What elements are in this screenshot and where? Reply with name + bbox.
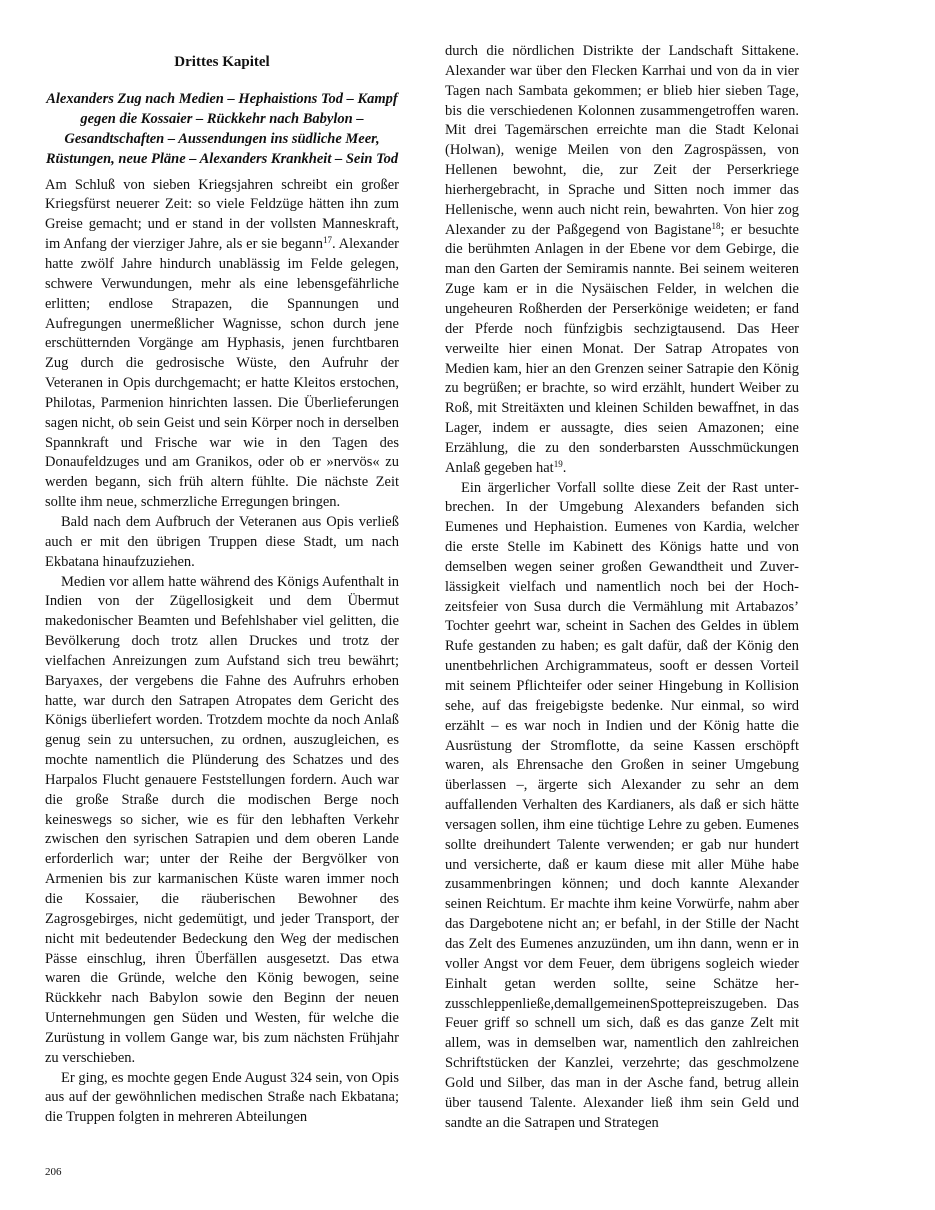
footnote-ref-18[interactable]: 18	[711, 220, 721, 231]
chapter-title: Drittes Kapitel	[174, 54, 270, 70]
footnote-ref-19[interactable]: 19	[553, 458, 563, 469]
left-p1-text-a: Am Schluß von sieben Kriegsjahren schreibt ein großer Kriegsfürst neuerer Zeit: so viele Feldzüge hätten ihn zum Greise gemacht; und er stand in der vollsten Manneskraft, im Anfang der vierziger Jahre, als er sie begann	[45, 176, 399, 253]
right-p1-text-a: durch die nördlichen Distrikte der Landschaft Sittakene. Alexander war über den Flecken Karrhai und von da in vier Tagen nach Sambata gekommen; er blieb hier sieben Tage, bis die verschiedenen Kolonnen zusammengetroffen waren. Mit drei Tagemärschen erreichte man die Stadt Kelonai (Holwan), wenige Meilen von den Zagrospässen, von Hellenen bewohnt, die, zur Zeit der Perserkriege hierhergebracht, in Sprache und Sitten noch immer das Hellenische, wenn auch nicht rein, bewahrten. Von hier zog Alexander zu der Paßgegend von Bagistane	[445, 43, 799, 238]
right-column	[445, 42, 799, 1133]
footnote-ref-17[interactable]: 17	[322, 235, 332, 246]
left-paragraph-3: Medien vor allem hatte während des Königs Aufenthalt in Indien von der Zügellosigkeit und dem Übermut makedonischer Beamten und Befehlshaber viel gelitten, die Bevölkerung doch trotz allen Druckes und trotz der vielfachen Anreizungen zum Aufstand sich treu bewährt; Baryaxes, der vergebens die Fahne des Aufruhrs erhoben hatte, war durch den Satrapen Atropates dem Gericht des Königs überliefert worden. Trotzdem mochte da noch Anlaß genug sein zu untersuchen, zu ordnen, auszugleichen, es mochte namentlich die Plünderung des Schatzes und des Harpalos Flucht genauere Feststellungen fordern. Auch war die große Straße durch die modischen Berge noch keineswegs so sicher, wie es für den lebhaften Verkehr zwischen den syrischen Satrapien und dem oberen Lande erforderlich war; unter der Reihe der Bergvölker von Armenien bis zur karmanischen Küste waren immer noch die Kossaier, die räuberischen Bewohner des Zagrosgebirges, nicht gedemütigt, und jeder Transport, der nicht mit bedeutender Bedeckung den Weg der medischen Pässe einschlug, ihren Überfällen ausgesetzt. Das etwa waren die Gründe, welche den König bewogen, seine Rückkehr nach Babylon sowie den Beginn der neuen Unternehmungen gen Süden und Westen, für welche die Zurüstung in vollem Gange war, bis zum nächsten Frühjahr zu verschieben.	[45, 573, 399, 1066]
right-paragraph-1	[445, 42, 799, 479]
left-paragraph-4: Er ging, es mochte gegen Ende August 324 sein, von Opis aus auf der gewöhnlichen medischen Straße nach Ekbatana; die Truppen folgten in mehreren Abteilungen	[45, 1069, 399, 1126]
left-paragraph-2: Bald nach dem Aufbruch der Veteranen aus Opis verließ auch er mit den übrigen Truppen diese Stadt, um nach Ekbatana hinaufzuziehen.	[45, 513, 399, 570]
left-p1-text-b: . Alexander hatte zwölf Jahre hindurch unablässig im Felde gelegen, schwere Verwundungen, mehr als eine lebensgefährliche erlitten; endlose Strapazen, die Spannungen und Aufregungen unermeßlicher Wagnisse, schon durch jene erschütternden Vorgänge am Hyphasis, jenen furchtbaren Zug durch die gedrosische Wüste, den Aufruhr der Veteranen in Opis durchgemacht; er hatte Kleitos erstochen, Philotas, Parmenion hinrichten lassen. Die Überlieferungen sagen nicht, ob sein Geist und sein Körper noch in derselben Spannkraft und Frische war wie in den Tagen des Donaufeldzuges und am Granikos, oder ob er »nervös« zu werden begann, sich früh altern fühlte. Die nächste Zeit sollte ihm neue, schmerzliche Erregungen bringen.	[45, 236, 399, 511]
left-column	[45, 52, 399, 1128]
right-p1-text-c: .	[562, 459, 567, 476]
right-paragraph-2: Ein ärgerlicher Vorfall sollte diese Zeit der Rast unterbrechen. In der Umgebung Alexanders befanden sich Eumenes und Hephaistion. Eumenes von Kardia, welcher die erste Stelle im Kabinett des Königs hatte und von demselben wegen seiner großen Gewandtheit und Zuverlässigkeit vielfach und namentlich noch bei der Hochzeitsfeier von Susa durch die Vermählung mit Artabazos’ Tochter geehrt war, scheint in Sachen des Geldes in üblem Rufe gestanden zu haben; es galt dafür, daß der König den unentbehrlichen Archigrammateus, sooft er dessen Vorteil mit seinem Pflichteifer oder seiner Hingebung in Kollision sehe, auf das freigebigste bedenke. Nur einmal, so wird erzählt – es war noch in Indien und der König hatte die Ausrüstung der Stromflotte, da seine Kassen erschöpft waren, als Ehrensache den Großen in seiner Umgebung überlassen –, ärgerte sich Alexander zu sehr an dem auffallenden Verhalten des Kardianers, als daß er sich hätte versagen sollen, ihm eine tüchtige Lehre zu geben. Eumenes sollte dreihundert Talente verwenden; er gab nur hundert und versicherte, daß er kaum diese mit aller Mühe habe zusammenbringen können; und doch kannte Alexander seinen Reichtum. Er machte ihm keine Vorwürfe, nahm aber das Dargebotene nicht an; er befahl, in der Stille der Nacht das Zelt des Eumenes anzuzünden, um ihn dann, wenn er in voller Angst vor dem Feuer, dem übrigens sogleich wieder Einhalt getan werden sollte, seine Schätze herzusschleppenließe,demallgemeinenSpottepreiszugeben. Das Feuer griff so schnell um sich, daß es das ganze Zelt mit allem, was in demselben war, namentlich den zahlreichen Schriftstücken der Kanzlei, verzehrte; das geschmolzene Gold und Silber, das man in der Asche fand, betrug allein über tausend Talente. Alexander ließ ihm sein Geld und sandte an die Satrapen und Strategen	[445, 479, 799, 1131]
left-paragraph-1	[45, 176, 399, 513]
page-number: 206	[45, 1166, 62, 1178]
chapter-summary: Alexanders Zug nach Medien – Hephaistions Tod – Kampf gegen die Kossaier – Rückkehr nach Babylon – Gesandtschaften – Aussendungen ins südliche Meer, Rüstungen, neue Pläne – Alexanders Krankheit – Sein Tod	[45, 91, 399, 167]
right-p1-text-b: ; er besuchte die berühmten Anlagen in der Ebene vor dem Gebirge, die man den Garten der Semiramis nannte. Bei seinem weiteren Zuge kam er in die Nysäischen Felder, in welchen die ungeheuren Roßherden der Perserkönige weideten; er fand der Pferde noch fünfzigbis sechzigtausend. Das Heer verweilte hier einen Monat. Der Satrap Atropates von Medien kam, hier an den Grenzen seiner Satrapie den König zu begrüßen; er brachte, so wird erzählt, hundert Weiber zu Roß, mit Streitäxten und kleinen Schilden bewaffnet, in das Lager, indem er aussagte, dies seien Amazonen; eine Erzählung, die zu den sonderbarsten Ausschmückungen Anlaß gegeben hat	[445, 221, 799, 476]
